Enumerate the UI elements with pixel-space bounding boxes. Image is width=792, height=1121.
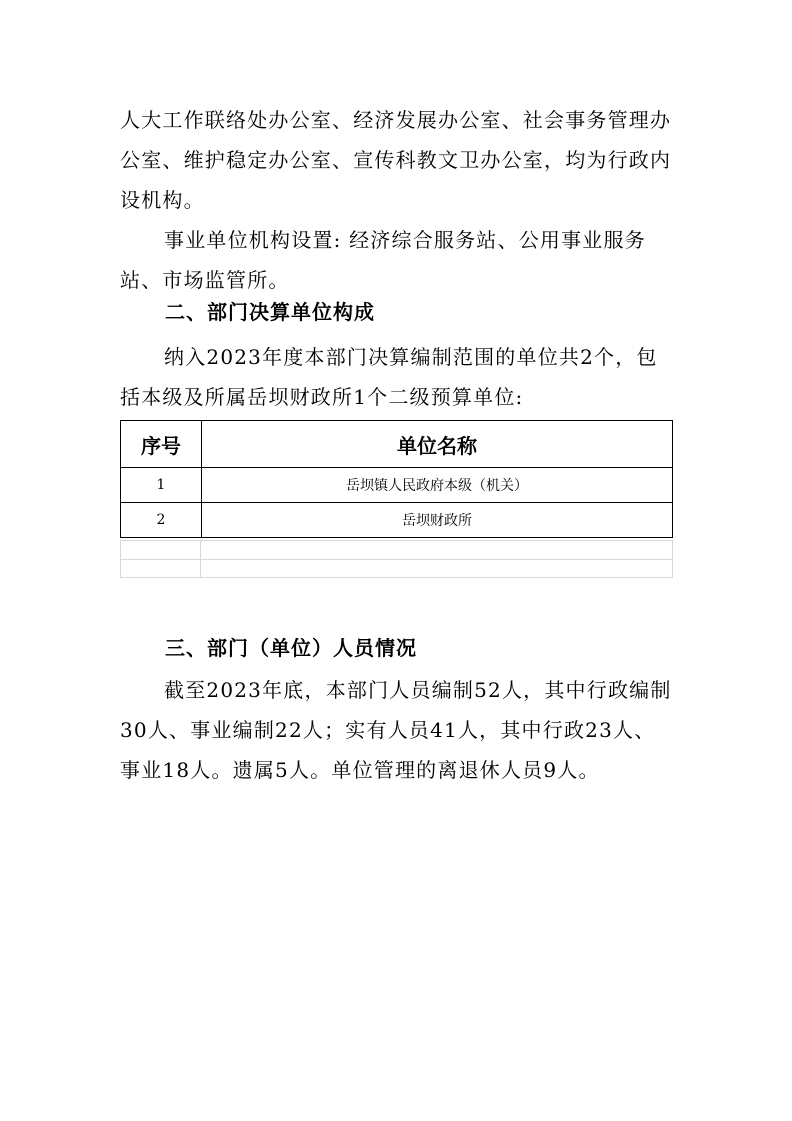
paragraph-internal-bodies: 人大工作联络处办公室、经济发展办公室、社会事务管理办公室、维护稳定办公室、宣传科教文卫办公室，均为行政内设机构。: [120, 108, 672, 212]
units-table: [120, 420, 673, 538]
row-serial-number: 2: [121, 503, 202, 538]
row-serial-number: 1: [121, 468, 202, 503]
empty-row-divider: [120, 540, 673, 541]
table-row: [121, 503, 673, 538]
header-unit-name: 单位名称: [202, 421, 673, 468]
paragraph-staffing-details: 截至2023年底，本部门人员编制52人，其中行政编制30人、事业编制22人；实有人员41人，其中行政23人、事业18人。遗属5人。单位管理的离退休人员9人。: [120, 678, 672, 782]
header-serial-number: 序号: [121, 421, 202, 468]
paragraph-budget-scope: 纳入2023年度本部门决算编制范围的单位共2个，包括本级及所属岳坝财政所1个二级预算单位:: [120, 345, 658, 409]
empty-row-divider: [120, 559, 673, 560]
empty-column-divider: [672, 540, 673, 578]
table-row: [121, 468, 673, 503]
heading-unit-composition: 二、部门决算单位构成: [165, 300, 375, 324]
empty-column-divider: [200, 540, 201, 578]
row-unit-name: 岳坝财政所: [202, 503, 673, 538]
row-unit-name: 岳坝镇人民政府本级（机关）: [202, 468, 673, 503]
table-header-row: [121, 421, 673, 468]
empty-column-divider: [120, 540, 121, 578]
paragraph-public-institutions: 事业单位机构设置: 经济综合服务站、公用事业服务站、市场监管所。: [120, 228, 646, 292]
heading-staffing: 三、部门（单位）人员情况: [165, 636, 417, 660]
empty-table-rows: [120, 540, 673, 578]
empty-row-divider: [120, 577, 673, 578]
